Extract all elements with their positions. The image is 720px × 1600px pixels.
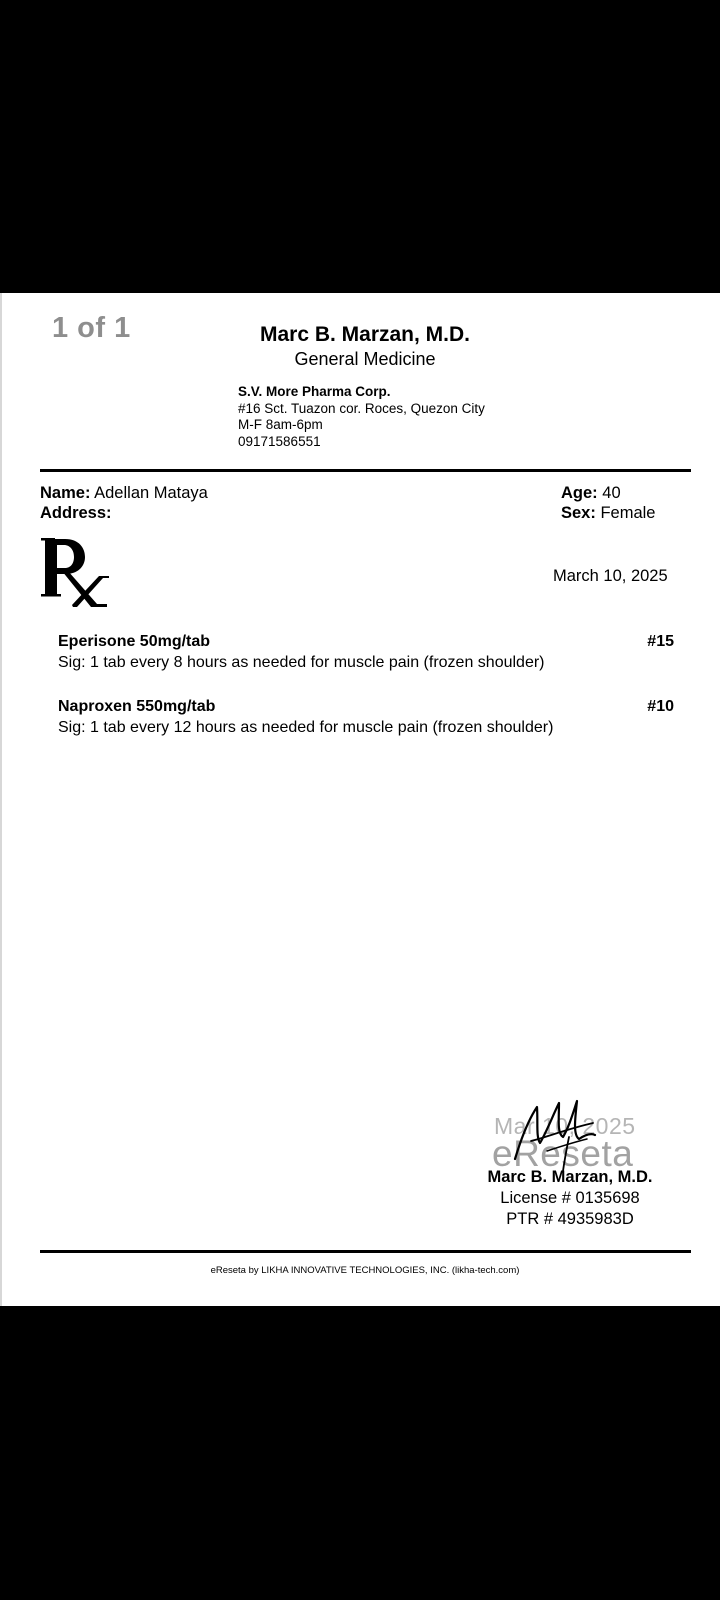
medication-name: Naproxen 550mg/tab [58, 698, 216, 715]
medication-quantity: #15 [647, 633, 674, 650]
ptr-number: PTR # 4935983D [506, 1210, 634, 1228]
prescription-date: March 10, 2025 [553, 567, 668, 585]
clinic-name: S.V. More Pharma Corp. [238, 384, 391, 399]
patient-name-label: Name: [40, 484, 91, 502]
patient-name-row [40, 483, 208, 503]
patient-sex-label: Sex: [561, 504, 596, 522]
medication-quantity: #10 [647, 698, 674, 715]
medication-sig: Sig: 1 tab every 12 hours as needed for muscle pain (frozen shoulder) [58, 719, 554, 736]
medication-item [58, 632, 674, 673]
patient-name: Adellan Mataya [94, 484, 208, 502]
patient-sex: Female [600, 504, 656, 522]
patient-age-row [561, 483, 621, 503]
rx-icon [39, 536, 113, 608]
patient-age: 40 [602, 484, 621, 502]
clinic-address: #16 Sct. Tuazon cor. Roces, Quezon City [238, 400, 485, 416]
clinic-info [238, 384, 485, 450]
doctor-specialty: General Medicine [294, 349, 436, 369]
patient-age-label: Age: [561, 484, 598, 502]
handwritten-signature [507, 1093, 597, 1173]
patient-sex-row [561, 503, 655, 523]
clinic-phone: 09171586551 [238, 433, 321, 449]
footer-divider [40, 1250, 691, 1253]
footer-credit: eReseta by LIKHA INNOVATIVE TECHNOLOGIES, INC. (likha-tech.com) [210, 1265, 520, 1276]
signatory-name: Marc B. Marzan, M.D. [487, 1168, 653, 1186]
clinic-hours: M-F 8am-6pm [238, 417, 323, 432]
patient-address-row [40, 503, 112, 523]
signature-stamp-brand: eReseta [492, 1133, 634, 1174]
signature-stamp-date: Mar 10, 2025 [494, 1113, 636, 1139]
prescription-page [0, 293, 720, 1306]
header-divider [40, 469, 691, 472]
license-number: License # 0135698 [500, 1189, 640, 1207]
doctor-name: Marc B. Marzan, M.D. [259, 323, 471, 346]
patient-address-label: Address: [40, 504, 112, 522]
medication-name: Eperisone 50mg/tab [58, 633, 211, 650]
page-indicator: 1 of 1 [52, 312, 131, 344]
medication-item [58, 697, 674, 738]
medication-sig: Sig: 1 tab every 8 hours as needed for muscle pain (frozen shoulder) [58, 654, 545, 671]
